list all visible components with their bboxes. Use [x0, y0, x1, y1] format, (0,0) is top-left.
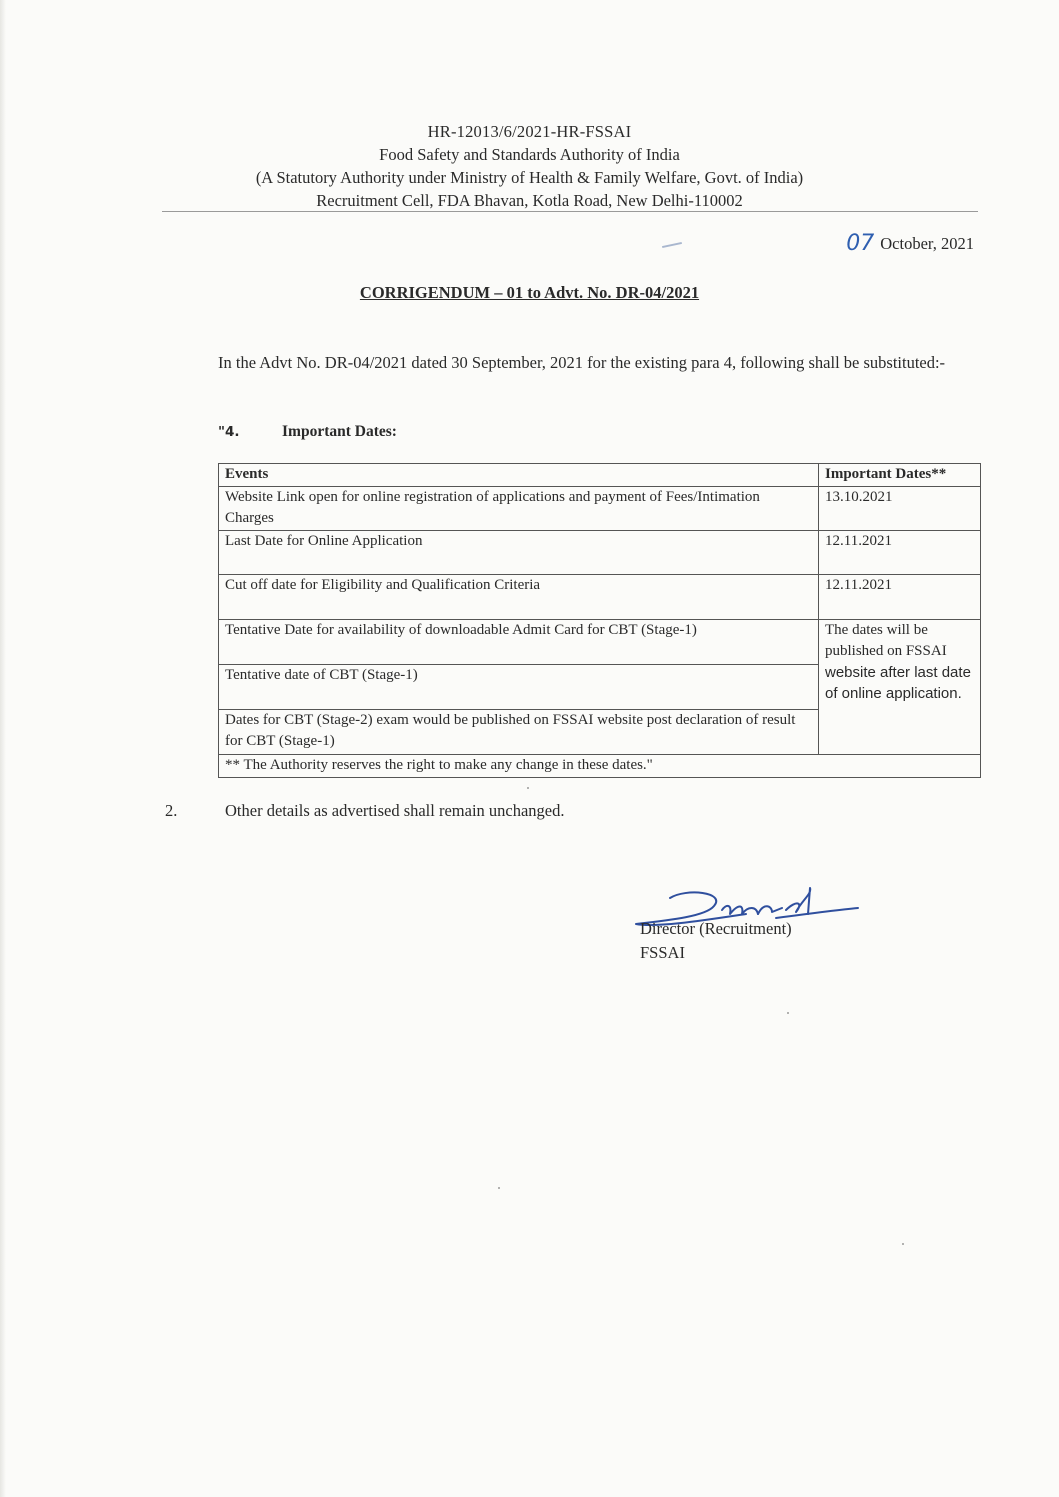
header-divider	[162, 211, 978, 212]
scan-edge-shadow	[0, 0, 6, 1497]
section-heading	[218, 423, 397, 441]
table-row	[219, 487, 981, 531]
table-row	[219, 620, 981, 665]
table-row	[219, 575, 981, 620]
letterhead	[0, 120, 1059, 212]
organization-address: Recruitment Cell, FDA Bhavan, Kotla Road, New Delhi-110002	[316, 191, 743, 210]
organization-status: (A Statutory Authority under Ministry of Health & Family Welfare, Govt. of India)	[255, 168, 804, 187]
event-cell: Dates for CBT (Stage-2) exam would be published on FSSAI website post declaration of result for CBT (Stage-1)	[219, 710, 819, 755]
column-header-events: Events	[219, 464, 819, 487]
event-cell: Website Link open for online registration of applications and payment of Fees/Intimation Charges	[219, 487, 819, 531]
document-title: CORRIGENDUM – 01 to Advt. No. DR-04/2021	[359, 283, 700, 302]
table-footnote-row	[219, 755, 981, 778]
merged-date-text-2: website after last date of online application.	[825, 664, 971, 702]
signatory-org: FSSAI	[640, 943, 685, 962]
event-cell: Cut off date for Eligibility and Qualification Criteria	[219, 575, 819, 620]
signatory-designation: Director (Recruitment)	[640, 919, 792, 938]
reference-number: HR-12013/6/2021-HR-FSSAI	[427, 122, 632, 141]
event-cell: Tentative date of CBT (Stage-1)	[219, 665, 819, 710]
table-header-row	[219, 464, 981, 487]
table-row	[219, 531, 981, 575]
date-cell: 13.10.2021	[819, 487, 981, 531]
section-title: Important Dates:	[282, 423, 397, 440]
signatory-block	[640, 917, 792, 965]
month-year: October, 2021	[880, 234, 974, 253]
section-number: "4.	[218, 424, 240, 440]
table-footnote: ** The Authority reserves the right to make any change in these dates."	[219, 755, 981, 778]
stray-pen-mark	[662, 242, 682, 248]
paragraph-2	[165, 801, 565, 821]
document-date	[846, 230, 974, 255]
important-dates-table	[218, 463, 981, 778]
event-cell: Tentative Date for availability of downloadable Admit Card for CBT (Stage-1)	[219, 620, 819, 665]
column-header-dates: Important Dates**	[819, 464, 981, 487]
event-cell: Last Date for Online Application	[219, 531, 819, 575]
handwritten-day: 07	[846, 231, 875, 256]
date-cell: 12.11.2021	[819, 531, 981, 575]
paragraph-text: Other details as advertised shall remain unchanged.	[225, 801, 565, 820]
merged-date-text-1: The dates will be published on FSSAI	[825, 622, 947, 659]
date-cell: 12.11.2021	[819, 575, 981, 620]
merged-date-cell	[819, 620, 981, 755]
organization-name: Food Safety and Standards Authority of India	[379, 145, 680, 164]
intro-paragraph: In the Advt No. DR-04/2021 dated 30 September, 2021 for the existing para 4, following shall be substituted:-	[218, 353, 946, 372]
paragraph-number: 2.	[165, 801, 178, 820]
